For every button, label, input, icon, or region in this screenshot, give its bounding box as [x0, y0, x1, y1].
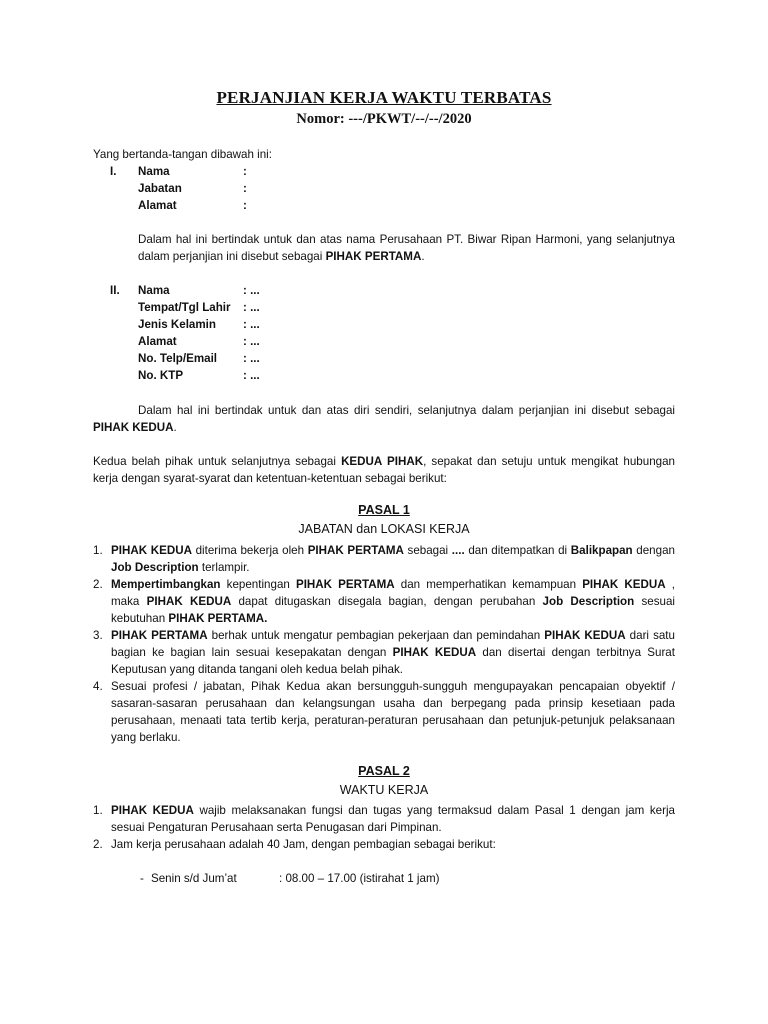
party1-paragraph-bold: PIHAK PERTAMA: [325, 250, 422, 263]
list-item-text: PIHAK KEDUA: [111, 544, 192, 557]
list-item-number: 2.: [93, 838, 103, 851]
party2-field-label: Nama: [138, 284, 170, 297]
list-item-text: PIHAK PERTAMA.: [168, 612, 268, 625]
party2-field-label: Jenis Kelamin: [138, 318, 216, 331]
party2-field-value: : ...: [243, 318, 260, 331]
party2-field-value: : ...: [243, 335, 260, 348]
list-item-number: 1.: [93, 544, 103, 557]
pasal1-subtitle: JABATAN dan LOKASI KERJA: [298, 522, 470, 536]
list-item-text: terlampir.: [198, 561, 250, 574]
party2-field-label: Tempat/Tgl Lahir: [138, 301, 231, 314]
list-item-text: dengan: [632, 544, 675, 557]
list-item-text: Mempertimbangkan: [111, 578, 221, 591]
pasal1-list: [93, 542, 675, 746]
party1-field-value: :: [243, 165, 247, 178]
party2-paragraph-bold: PIHAK KEDUA: [93, 421, 174, 434]
party2-field-value: : ...: [243, 284, 260, 297]
list-item-number: 3.: [93, 629, 103, 642]
party1-field-label: Nama: [138, 165, 170, 178]
list-item: [93, 542, 675, 576]
list-item-text: Jam kerja perusahaan adalah 40 Jam, dengan pembagian sebagai berikut:: [111, 838, 496, 851]
pasal1-heading: PASAL 1: [358, 503, 410, 517]
list-item: [93, 678, 675, 746]
party1-paragraph-end: .: [421, 250, 425, 263]
party1-paragraph-text: Dalam hal ini bertindak untuk dan atas nama Perusahaan PT. Biwar Ripan Harmoni, yang selanjutnya dalam perjanjian ini disebut sebagai: [138, 233, 675, 263]
list-item: [93, 627, 675, 678]
pasal2-subtitle: WAKTU KERJA: [339, 783, 429, 797]
list-item-text: Sesuai profesi / jabatan, Pihak Kedua akan bersungguh-sungguh mengupayakan pencapaian obyektif / sasaran-sasaran perusahaan dan kelangsungan usaha dan berpegang pada prinsip kesetiaan pada perusahaan, menaati tata tertib kerja, peraturan-peraturan perusahaan dan petunjuk-petunjuk pelaksanaan yang berlaku.: [111, 680, 675, 744]
party1-field-value: :: [243, 182, 247, 195]
party1-paragraph: [138, 231, 675, 265]
list-item-text: PIHAK PERTAMA: [307, 544, 404, 557]
list-item-text: ....: [451, 544, 465, 557]
pasal2-list: [93, 802, 675, 853]
list-item-text: , maka: [111, 578, 675, 608]
kedua-text-end: , sepakat dan setuju untuk mengikat hubungan kerja dengan syarat-syarat dan ketentuan-ketentuan sebagai berikut:: [93, 455, 675, 485]
list-item: [93, 836, 675, 853]
schedule-time: : 08.00 – 17.00 (istirahat 1 jam): [279, 872, 440, 885]
list-item-text: Job Description: [542, 595, 635, 608]
kedua-paragraph: [93, 453, 675, 487]
pasal2-heading: PASAL 2: [358, 764, 410, 778]
list-item-text: PIHAK KEDUA: [544, 629, 626, 642]
list-item-text: PIHAK PERTAMA: [295, 578, 395, 591]
party2-field-label: No. KTP: [138, 369, 184, 382]
list-item-text: wajib melaksanakan fungsi dan tugas yang termaksud dalam Pasal 1 dengan jam kerja sesuai Pengaturan Perusahaan serta Penugasan dari Pimpinan.: [111, 804, 675, 834]
list-item-text: sebagai: [403, 544, 452, 557]
party2-paragraph: [93, 402, 675, 436]
party2-paragraph-end: .: [173, 421, 177, 434]
list-item-text: Job Description: [111, 561, 199, 574]
party2-field-label: Alamat: [138, 335, 177, 348]
kedua-text: Kedua belah pihak untuk selanjutnya sebagai: [93, 455, 342, 468]
party1-field-label: Jabatan: [138, 182, 182, 195]
list-item-text: sesuai kebutuhan: [111, 595, 676, 625]
document-number: Nomor: ---/PKWT/--/--/2020: [296, 111, 472, 127]
list-item-text: dapat ditugaskan disegala bagian, dengan perubahan: [231, 595, 543, 608]
list-item-text: berhak untuk mengatur pembagian pekerjaan dan pemindahan: [207, 629, 545, 642]
list-item-text: dan memperhatikan kemampuan: [394, 578, 583, 591]
schedule-day: Senin s/d Jum’at: [151, 872, 237, 885]
party1-field-value: :: [243, 199, 247, 212]
party2-field-value: : ...: [243, 369, 260, 382]
list-item-text: PIHAK KEDUA: [392, 646, 477, 659]
list-item: [93, 576, 675, 627]
list-item-number: 1.: [93, 804, 103, 817]
list-item-text: PIHAK KEDUA: [146, 595, 232, 608]
list-item-text: PIHAK KEDUA: [111, 804, 194, 817]
list-item-text: kepentingan: [220, 578, 296, 591]
list-item: [93, 802, 675, 836]
list-item-text: dari satu bagian ke bagian lain sesuai kesepakatan dengan: [111, 629, 675, 659]
schedule-dash: -: [140, 872, 144, 885]
party2-field-label: No. Telp/Email: [138, 352, 218, 365]
list-item-text: diterima bekerja oleh: [191, 544, 308, 557]
party1-field-label: Alamat: [138, 199, 177, 212]
list-item-text: dan disertai dengan terbitnya Surat Keputusan yang ditanda tangani oleh kedua belah pihak.: [111, 646, 675, 676]
list-item-number: 2.: [93, 578, 103, 591]
document-title: PERJANJIAN KERJA WAKTU TERBATAS: [216, 88, 552, 107]
party1-roman: I.: [110, 165, 117, 178]
party2-paragraph-text: Dalam hal ini bertindak untuk dan atas diri sendiri, selanjutnya dalam perjanjian ini disebut sebagai: [138, 404, 675, 417]
kedua-bold: KEDUA PIHAK: [341, 455, 424, 468]
list-item-text: PIHAK PERTAMA: [111, 629, 208, 642]
party2-roman: II.: [110, 284, 120, 297]
party2-field-value: : ...: [243, 301, 260, 314]
party2-field-value: : ...: [243, 352, 260, 365]
list-item-number: 4.: [93, 680, 103, 693]
list-item-text: dan ditempatkan di: [464, 544, 571, 557]
intro-text: Yang bertanda-tangan dibawah ini:: [93, 148, 272, 161]
list-item-text: Balikpapan: [570, 544, 633, 557]
list-item-text: PIHAK KEDUA: [582, 578, 666, 591]
